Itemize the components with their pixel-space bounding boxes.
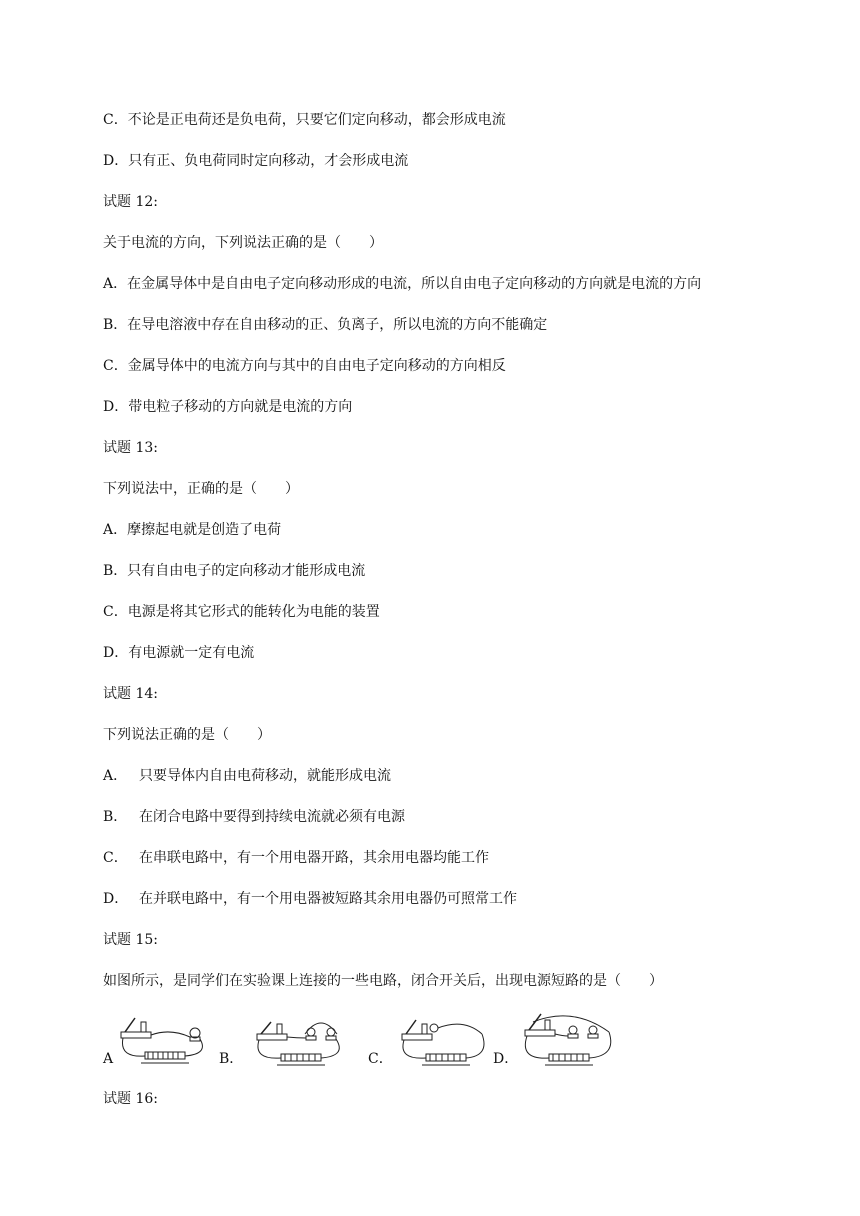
q14-option-b (103, 808, 405, 826)
option-label: D． (103, 891, 129, 907)
q12-heading: 试题 12: (103, 194, 158, 210)
figure-label-d: D． (493, 1051, 519, 1067)
q13-option-a: A．摩擦起电就是创造了电荷 (103, 522, 282, 538)
circuit-figure-a (103, 1008, 215, 1070)
q14-heading: 试题 14: (103, 686, 158, 702)
figure-label-b: B． (219, 1051, 244, 1067)
option-label: B． (103, 809, 128, 825)
figure-label-c: C． (368, 1051, 393, 1067)
q14-option-d (103, 890, 517, 908)
q12-option-b: B．在导电溶液中存在自由移动的正、负离子，所以电流的方向不能确定 (103, 317, 548, 333)
q14-option-a (103, 767, 391, 785)
q15-circuit-figures (103, 1008, 723, 1070)
q15-heading: 试题 15: (103, 932, 158, 948)
option-text: 在串联电路中，有一个用电器开路，其余用电器均能工作 (139, 850, 489, 866)
q15-stem: 如图所示，是同学们在实验课上连接的一些电路，闭合开关后，出现电源短路的是（ ） (103, 973, 663, 989)
circuit-figure-c (368, 1008, 488, 1070)
q12-option-c: C．金属导体中的电流方向与其中的自由电子定向移动的方向相反 (103, 358, 506, 374)
circuit-figure-d (493, 1008, 623, 1070)
q14-stem: 下列说法正确的是（ ） (103, 727, 271, 743)
option-text: 只要导体内自由电荷移动，就能形成电流 (139, 768, 391, 784)
circuit-d-drawing (513, 1008, 623, 1070)
q13-option-d: D．有电源就一定有电流 (103, 645, 255, 661)
q16-heading: 试题 16: (103, 1091, 158, 1107)
q14-option-c (103, 849, 489, 867)
q13-option-b: B．只有自由电子的定向移动才能形成电流 (103, 563, 366, 579)
q12-option-a: A．在金属导体中是自由电子定向移动形成的电流，所以自由电子定向移动的方向就是电流的方向 (103, 276, 702, 292)
option-text: 在闭合电路中要得到持续电流就必须有电源 (139, 809, 405, 825)
circuit-a-drawing (115, 1008, 215, 1070)
q13-stem: 下列说法中，正确的是（ ） (103, 481, 299, 497)
q13-option-c: C．电源是将其它形式的能转化为电能的装置 (103, 604, 380, 620)
circuit-c-drawing (394, 1008, 494, 1070)
figure-label-a: A (103, 1051, 114, 1067)
q11-option-c: C．不论是正电荷还是负电荷，只要它们定向移动，都会形成电流 (103, 112, 506, 128)
q12-stem: 关于电流的方向，下列说法正确的是（ ） (103, 235, 383, 251)
q13-heading: 试题 13: (103, 440, 158, 456)
q12-option-d: D．带电粒子移动的方向就是电流的方向 (103, 399, 353, 415)
q11-option-d: D．只有正、负电荷同时定向移动，才会形成电流 (103, 153, 409, 169)
circuit-b-drawing (247, 1008, 357, 1070)
option-label: C． (103, 850, 128, 866)
circuit-figure-b (219, 1008, 359, 1070)
option-label: A． (103, 768, 128, 784)
option-text: 在并联电路中，有一个用电器被短路其余用电器仍可照常工作 (139, 891, 517, 907)
